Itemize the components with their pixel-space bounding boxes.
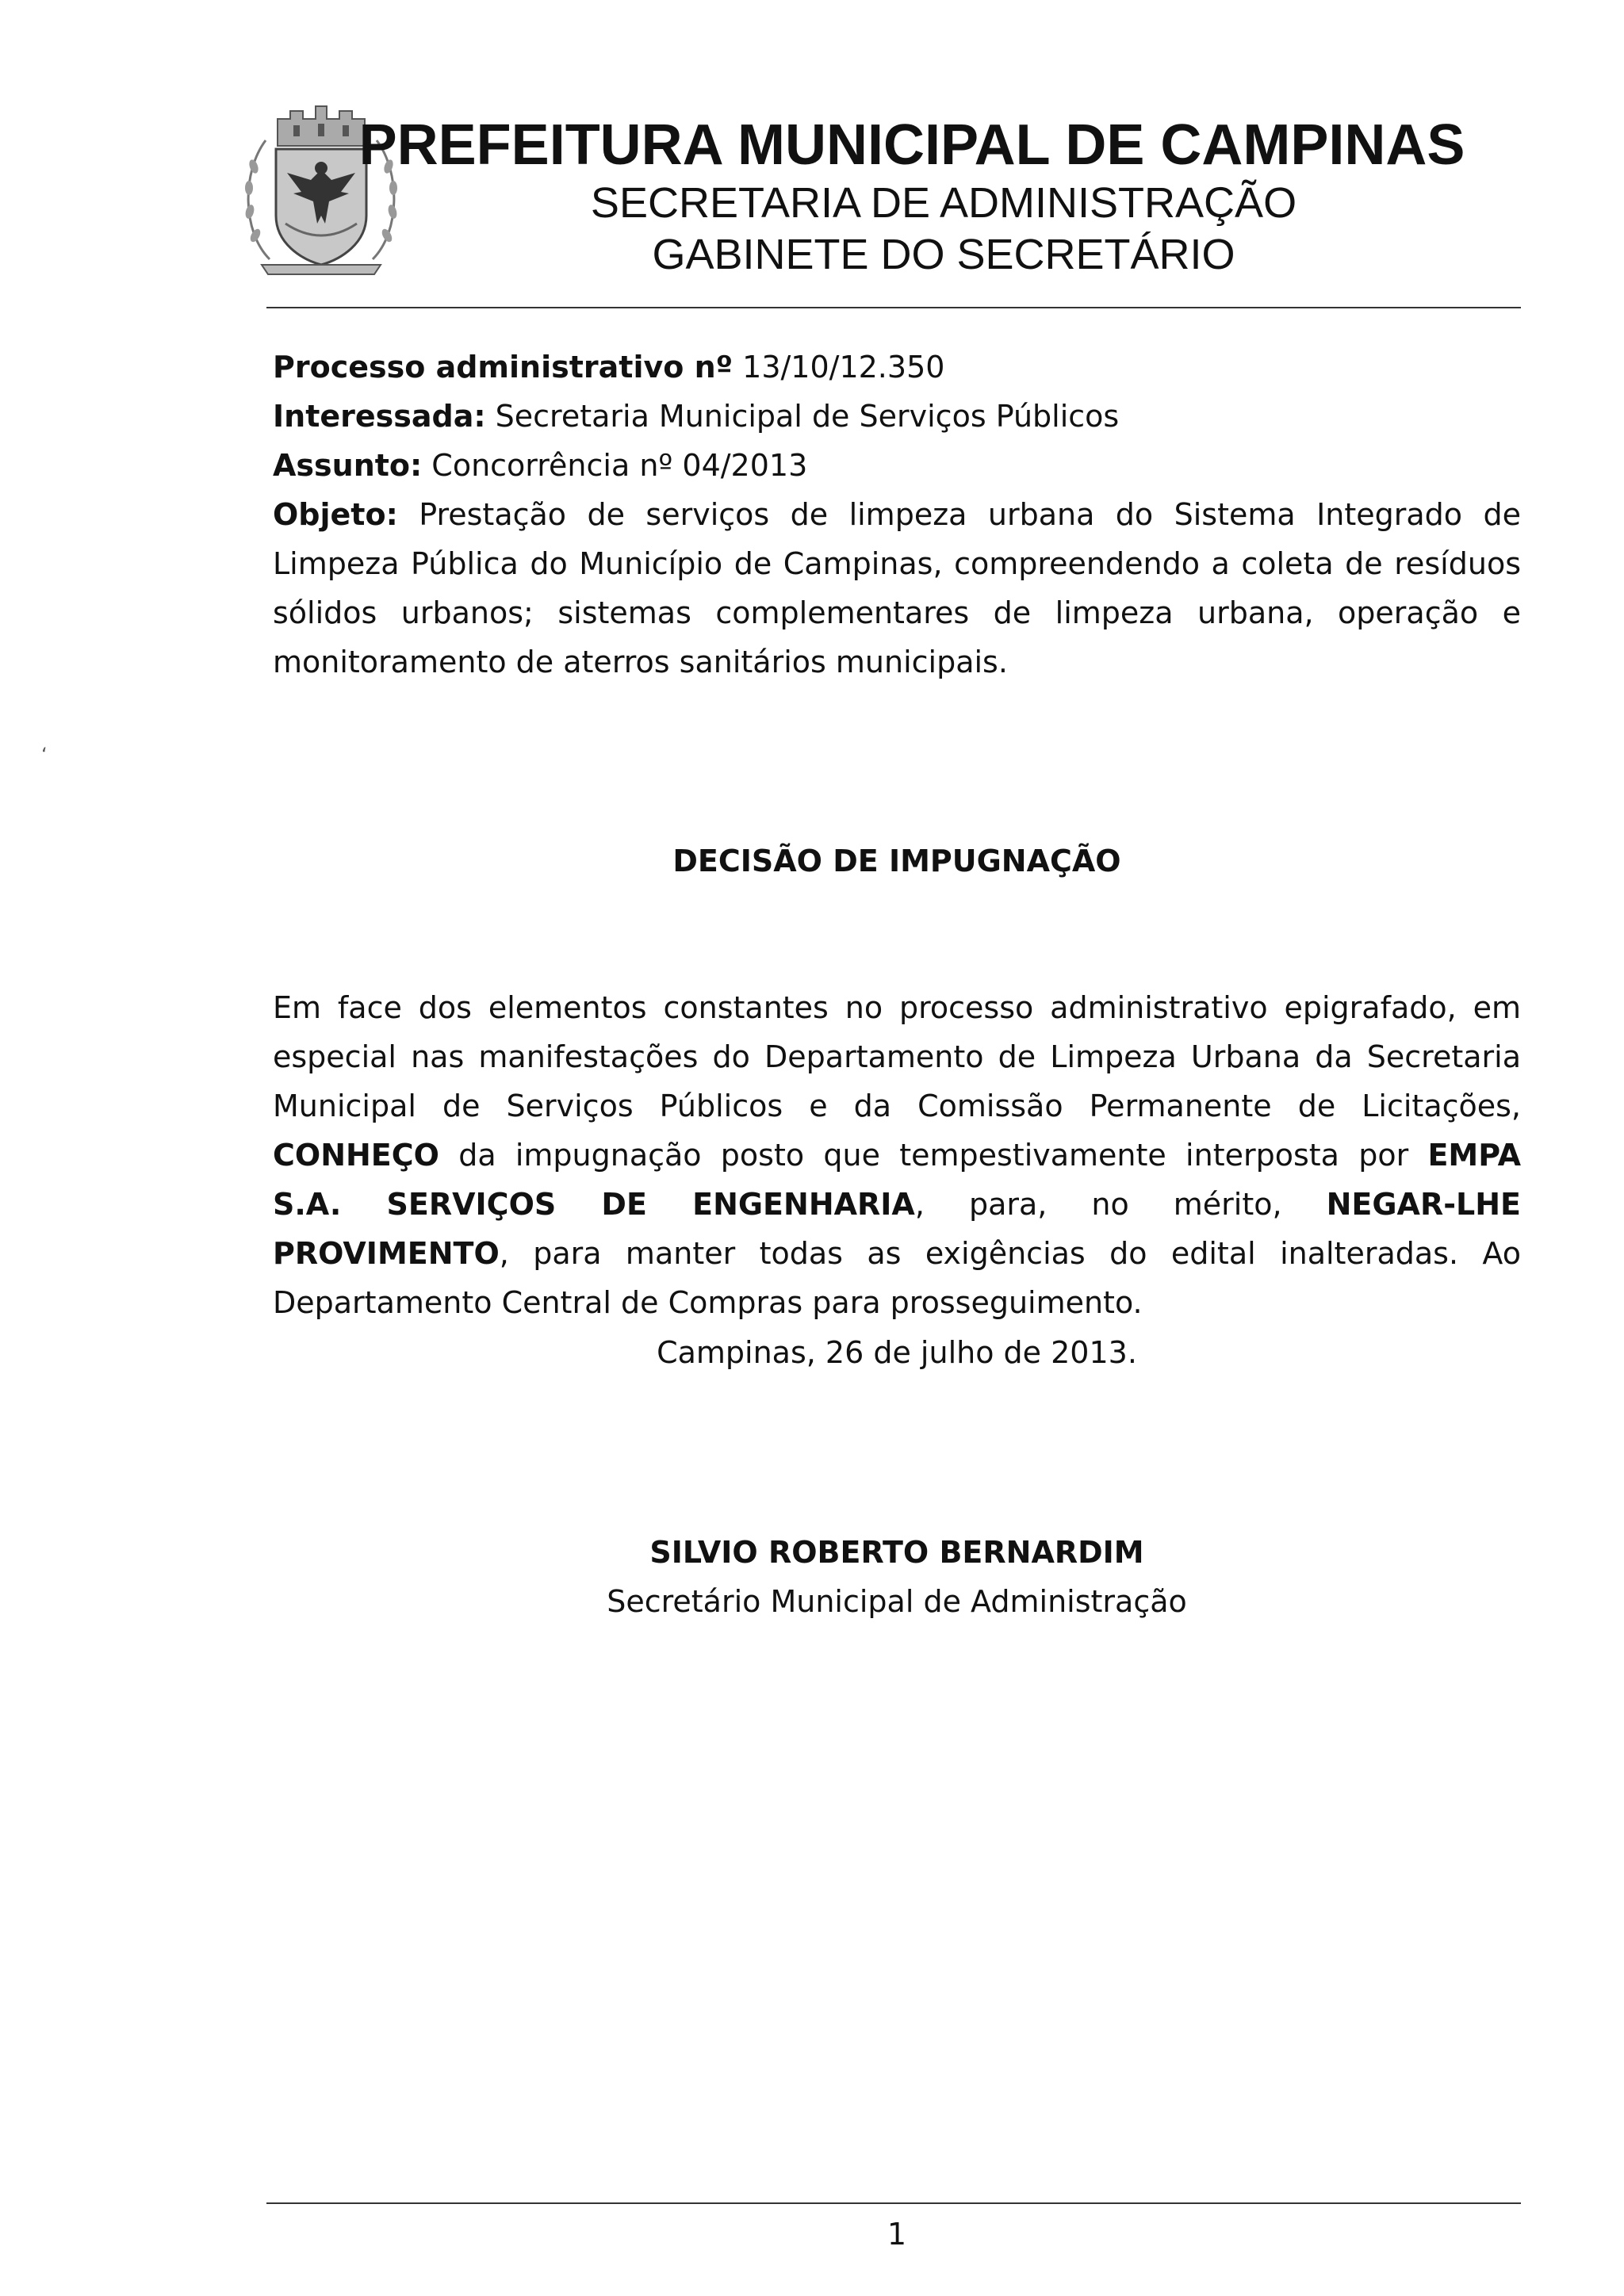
meta-interessada-label: Interessada: — [273, 399, 486, 434]
decision-title: DECISÃO DE IMPUGNAÇÃO — [672, 844, 1121, 878]
signer-name: SILVIO ROBERTO BERNARDIM — [649, 1535, 1144, 1570]
decision-bold-conheco: CONHEÇO — [273, 1138, 439, 1173]
decision-bold-verdict: NEGAR-LHE PROVIMENTO — [273, 1187, 1521, 1271]
decision-text-4: , para manter todas as exigências do edital inalteradas. Ao Departamento Central de Compras para prosseguimento. — [273, 1236, 1521, 1320]
decision-text-3: , para, no mérito, — [914, 1187, 1327, 1222]
meta-interessada-value: Secretaria Municipal de Serviços Públicos — [485, 399, 1120, 434]
meta-processo-value: 13/10/12.350 — [733, 350, 945, 385]
meta-processo — [273, 342, 1521, 392]
meta-objeto-value: Prestação de serviços de limpeza urbana do Sistema Integrado de Limpeza Pública do Município de Campinas, compreendendo a coleta de resíduos sólidos urbanos; sistemas complementares de limpeza urbana, operação e monitoramento de aterros sanitários municipais. — [273, 497, 1521, 679]
meta-processo-label: Processo administrativo nº — [273, 350, 733, 385]
meta-assunto-value: Concorrência nº 04/2013 — [422, 448, 808, 483]
place-date: Campinas, 26 de julho de 2013. — [657, 1335, 1137, 1370]
meta-assunto — [273, 441, 1521, 490]
decision-text-1: Em face dos elementos constantes no processo administrativo epigrafado, em especial nas manifestações do Departamento de Limpeza Urbana da Secretaria Municipal de Serviços Públicos e da Comissão Permanente de Licitações, — [273, 990, 1521, 1123]
page-number: 1 — [887, 2217, 907, 2252]
header-divider — [266, 307, 1521, 308]
signer-role: Secretário Municipal de Administração — [607, 1584, 1187, 1619]
meta-assunto-label: Assunto: — [273, 448, 423, 483]
header-gabinete: GABINETE DO SECRETÁRIO — [652, 231, 1235, 278]
meta-objeto — [273, 490, 1521, 687]
footer-divider — [266, 2202, 1521, 2204]
meta-objeto-label: Objeto: — [273, 497, 398, 532]
header-secretaria: SECRETARIA DE ADMINISTRAÇÃO — [590, 179, 1297, 227]
decision-bold-company: EMPA S.A. SERVIÇOS DE ENGENHARIA — [273, 1138, 1521, 1222]
stray-mark: ‘ — [41, 744, 48, 766]
decision-text-2: da impugnação posto que tempestivamente interposta por — [439, 1138, 1428, 1173]
header-title: PREFEITURA MUNICIPAL DE CAMPINAS — [358, 113, 1465, 177]
decision-body — [273, 983, 1521, 1327]
meta-interessada — [273, 392, 1521, 441]
